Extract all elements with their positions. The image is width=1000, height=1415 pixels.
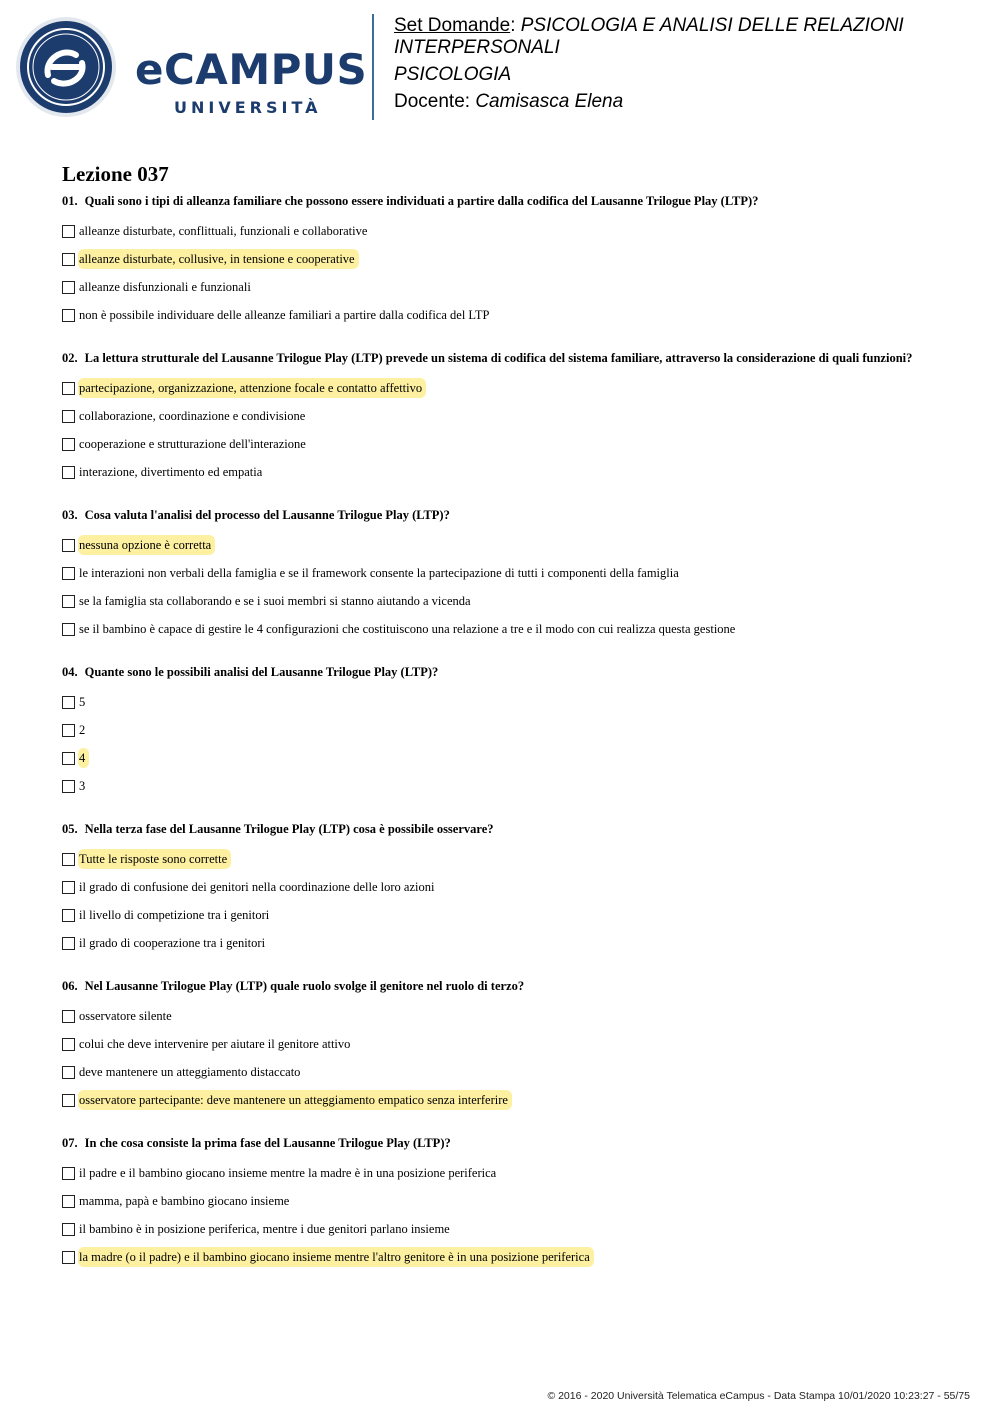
answer-checkbox[interactable]	[62, 881, 75, 894]
answer-option[interactable]	[62, 688, 962, 716]
question-number: 07.	[62, 1136, 78, 1150]
question-text	[62, 820, 962, 838]
answer-label: alleanze disturbate, conflittuali, funzionali e collaborative	[79, 224, 368, 238]
answer-option[interactable]	[62, 929, 962, 957]
answer-label: partecipazione, organizzazione, attenzione focale e contatto affettivo	[78, 378, 426, 398]
answer-option-correct[interactable]	[62, 531, 962, 559]
answer-option-correct[interactable]	[62, 374, 962, 402]
answer-label: il livello di competizione tra i genitori	[79, 908, 270, 922]
question-number: 01.	[62, 194, 78, 208]
question-item	[62, 663, 962, 800]
answer-label: se la famiglia sta collaborando e se i suoi membri si stanno aiutando a vicenda	[79, 594, 471, 608]
answer-option[interactable]	[62, 873, 962, 901]
question-text	[62, 506, 962, 524]
answer-checkbox[interactable]	[62, 1251, 75, 1264]
answer-checkbox[interactable]	[62, 281, 75, 294]
answer-option[interactable]	[62, 1058, 962, 1086]
question-item	[62, 349, 962, 486]
answer-checkbox[interactable]	[62, 696, 75, 709]
answer-label: interazione, divertimento ed empatia	[79, 465, 263, 479]
question-item	[62, 820, 962, 957]
answer-option-correct[interactable]	[62, 1243, 962, 1271]
answer-checkbox[interactable]	[62, 438, 75, 451]
course-title: PSICOLOGIA E ANALISI DELLE RELAZIONI INTERPERSONALI	[394, 15, 904, 58]
answer-checkbox[interactable]	[62, 595, 75, 608]
answer-checkbox[interactable]	[62, 853, 75, 866]
lesson-title: Lezione 037	[62, 162, 169, 186]
question-label: Quante sono le possibili analisi del Lausanne Trilogue Play (LTP)?	[84, 665, 439, 679]
logo-wordmark: eCAMPUS	[135, 45, 368, 94]
answer-option-correct[interactable]	[62, 845, 962, 873]
question-number: 04.	[62, 665, 78, 679]
question-text	[62, 663, 962, 681]
question-text	[62, 192, 962, 210]
answer-label: alleanze disturbate, collusive, in tensione e cooperative	[78, 249, 359, 269]
answer-option[interactable]	[62, 217, 962, 245]
question-number: 02.	[62, 351, 78, 365]
answer-checkbox[interactable]	[62, 724, 75, 737]
answer-label: le interazioni non verbali della famiglia e se il framework consente la partecipazione di tutti i componenti della famiglia	[79, 566, 679, 580]
answer-checkbox[interactable]	[62, 752, 75, 765]
answer-checkbox[interactable]	[62, 410, 75, 423]
answer-option[interactable]	[62, 587, 962, 615]
question-label: Quali sono i tipi di alleanza familiare che possono essere individuati a partire dalla codifica del Lausanne Trilogue Play (LTP)?	[84, 194, 759, 208]
teacher-name: Camisasca Elena	[475, 91, 624, 112]
answer-option-correct[interactable]	[62, 245, 962, 273]
answer-label: mamma, papà e bambino giocano insieme	[79, 1194, 290, 1208]
answer-checkbox[interactable]	[62, 1038, 75, 1051]
answer-label: osservatore silente	[79, 1009, 172, 1023]
answer-label: se il bambino è capace di gestire le 4 configurazioni che costituiscono una relazione a tre e il modo con cui realizza questa gestione	[79, 622, 736, 636]
answer-label: collaborazione, coordinazione e condivisione	[79, 409, 306, 423]
question-set	[62, 160, 962, 1291]
answer-label: il padre e il bambino giocano insieme mentre la madre è in una posizione periferica	[79, 1166, 497, 1180]
page-header	[0, 0, 1000, 130]
answer-option[interactable]	[62, 716, 962, 744]
answer-label: 3	[79, 779, 86, 793]
teacher-row	[394, 91, 984, 113]
answer-option[interactable]	[62, 1215, 962, 1243]
answer-label: 4	[78, 748, 89, 768]
course-info	[394, 15, 984, 113]
set-title-row: Set Domande: PSICOLOGIA E ANALISI DELLE RELAZIONI INTERPERSONALI	[394, 15, 904, 58]
answer-label: il bambino è in posizione periferica, mentre i due genitori parlano insieme	[79, 1222, 450, 1236]
answer-option[interactable]	[62, 301, 962, 329]
question-label: Nel Lausanne Trilogue Play (LTP) quale ruolo svolge il genitore nel ruolo di terzo?	[84, 979, 525, 993]
answer-label: alleanze disfunzionali e funzionali	[79, 280, 251, 294]
answer-checkbox[interactable]	[62, 1223, 75, 1236]
answer-label: il grado di cooperazione tra i genitori	[79, 936, 266, 950]
answer-option[interactable]	[62, 273, 962, 301]
question-list	[62, 192, 962, 1271]
answer-label: il grado di confusione dei genitori nella coordinazione delle loro azioni	[79, 880, 435, 894]
answer-checkbox[interactable]	[62, 539, 75, 552]
answer-option-correct[interactable]	[62, 744, 962, 772]
subject-name: PSICOLOGIA	[394, 64, 512, 85]
question-item	[62, 506, 962, 643]
answer-option[interactable]	[62, 1002, 962, 1030]
answer-option[interactable]	[62, 402, 962, 430]
answer-checkbox[interactable]	[62, 1094, 75, 1107]
answer-option[interactable]	[62, 559, 962, 587]
answer-checkbox[interactable]	[62, 567, 75, 580]
answer-checkbox[interactable]	[62, 623, 75, 636]
answer-label: 2	[79, 723, 86, 737]
answer-option[interactable]	[62, 458, 962, 486]
answer-checkbox[interactable]	[62, 382, 75, 395]
question-label: La lettura strutturale del Lausanne Trilogue Play (LTP) prevede un sistema di codifica del sistema familiare, attraverso la considerazione di quali funzioni?	[84, 351, 913, 365]
answer-option[interactable]	[62, 772, 962, 800]
answer-checkbox[interactable]	[62, 1195, 75, 1208]
page-footer: © 2016 - 2020 Università Telematica eCampus - Data Stampa 10/01/2020 10:23:27 - 55/75	[547, 1390, 970, 1402]
answer-checkbox[interactable]	[62, 1066, 75, 1079]
answer-checkbox[interactable]	[62, 1167, 75, 1180]
answer-checkbox[interactable]	[62, 309, 75, 322]
question-item	[62, 192, 962, 329]
ecampus-emblem-icon	[14, 15, 118, 119]
answer-label: osservatore partecipante: deve mantenere un atteggiamento empatico senza interferire	[78, 1090, 512, 1110]
answer-checkbox[interactable]	[62, 780, 75, 793]
answer-label: deve mantenere un atteggiamento distaccato	[79, 1065, 301, 1079]
teacher-label: Docente:	[394, 91, 471, 112]
ecampus-logo	[14, 15, 368, 117]
answer-option[interactable]	[62, 1030, 962, 1058]
answer-option[interactable]	[62, 430, 962, 458]
question-text	[62, 1134, 962, 1152]
answer-checkbox[interactable]	[62, 909, 75, 922]
question-item	[62, 1134, 962, 1271]
answer-option[interactable]	[62, 901, 962, 929]
question-label: In che cosa consiste la prima fase del Lausanne Trilogue Play (LTP)?	[84, 1136, 451, 1150]
answer-label: cooperazione e strutturazione dell'interazione	[79, 437, 306, 451]
answer-checkbox[interactable]	[62, 253, 75, 266]
answer-checkbox[interactable]	[62, 466, 75, 479]
answer-option[interactable]	[62, 615, 962, 643]
question-number: 05.	[62, 822, 78, 836]
answer-checkbox[interactable]	[62, 937, 75, 950]
answer-option[interactable]	[62, 1159, 962, 1187]
answer-option[interactable]	[62, 1187, 962, 1215]
answer-label: colui che deve intervenire per aiutare il genitore attivo	[79, 1037, 351, 1051]
set-label: Set Domande	[394, 15, 511, 36]
answer-label: Tutte le risposte sono corrette	[78, 849, 231, 869]
question-item	[62, 977, 962, 1114]
answer-label: nessuna opzione è corretta	[78, 535, 215, 555]
answer-label: 5	[79, 695, 86, 709]
logo-subtitle: UNIVERSITÀ	[174, 98, 322, 117]
question-text	[62, 977, 962, 995]
answer-option-correct[interactable]	[62, 1086, 962, 1114]
question-text	[62, 349, 962, 367]
question-label: Cosa valuta l'analisi del processo del Lausanne Trilogue Play (LTP)?	[84, 508, 450, 522]
answer-checkbox[interactable]	[62, 225, 75, 238]
answer-label: la madre (o il padre) e il bambino giocano insieme mentre l'altro genitore è in una posizione periferica	[78, 1247, 594, 1267]
question-label: Nella terza fase del Lausanne Trilogue Play (LTP) cosa è possibile osservare?	[84, 822, 494, 836]
header-divider	[372, 14, 374, 120]
answer-label: non è possibile individuare delle alleanze familiari a partire dalla codifica del LTP	[79, 308, 490, 322]
answer-checkbox[interactable]	[62, 1010, 75, 1023]
question-number: 03.	[62, 508, 78, 522]
question-number: 06.	[62, 979, 78, 993]
